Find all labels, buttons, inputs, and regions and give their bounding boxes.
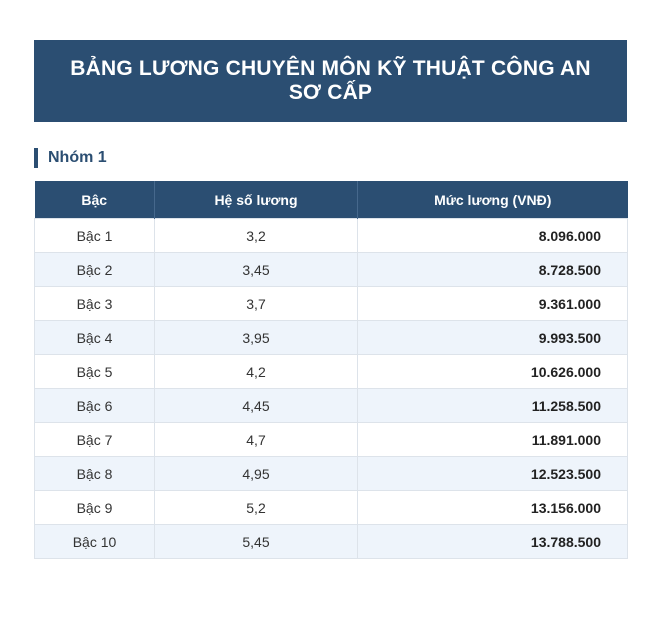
grade-cell: Bậc 7 — [35, 423, 155, 457]
coefficient-cell: 4,2 — [155, 355, 358, 389]
table-row — [35, 287, 628, 321]
salary-cell: 8.728.500 — [358, 253, 628, 287]
salary-cell: 8.096.000 — [358, 219, 628, 253]
table-row — [35, 491, 628, 525]
coefficient-cell: 5,2 — [155, 491, 358, 525]
grade-cell: Bậc 9 — [35, 491, 155, 525]
coefficient-cell: 3,2 — [155, 219, 358, 253]
salary-cell: 11.258.500 — [358, 389, 628, 423]
coefficient-cell: 3,7 — [155, 287, 358, 321]
header-salary: Mức lương (VNĐ) — [358, 181, 628, 219]
section-heading: Nhóm 1 — [34, 148, 107, 168]
table-row — [35, 321, 628, 355]
table-row — [35, 525, 628, 559]
coefficient-cell: 4,95 — [155, 457, 358, 491]
salary-cell: 13.156.000 — [358, 491, 628, 525]
table-row — [35, 355, 628, 389]
table-row — [35, 457, 628, 491]
grade-cell: Bậc 6 — [35, 389, 155, 423]
salary-cell: 9.361.000 — [358, 287, 628, 321]
salary-cell: 13.788.500 — [358, 525, 628, 559]
grade-cell: Bậc 8 — [35, 457, 155, 491]
salary-cell: 9.993.500 — [358, 321, 628, 355]
coefficient-cell: 3,95 — [155, 321, 358, 355]
salary-table — [34, 181, 628, 559]
coefficient-cell: 3,45 — [155, 253, 358, 287]
table-row — [35, 219, 628, 253]
grade-cell: Bậc 2 — [35, 253, 155, 287]
grade-cell: Bậc 3 — [35, 287, 155, 321]
salary-cell: 10.626.000 — [358, 355, 628, 389]
table-row — [35, 423, 628, 457]
table-row — [35, 253, 628, 287]
title-banner — [34, 40, 627, 122]
coefficient-cell: 5,45 — [155, 525, 358, 559]
grade-cell: Bậc 4 — [35, 321, 155, 355]
header-grade: Bậc — [35, 181, 155, 219]
grade-cell: Bậc 10 — [35, 525, 155, 559]
coefficient-cell: 4,7 — [155, 423, 358, 457]
table-header-row — [35, 181, 628, 219]
header-coefficient: Hệ số lương — [155, 181, 358, 219]
grade-cell: Bậc 5 — [35, 355, 155, 389]
salary-cell: 11.891.000 — [358, 423, 628, 457]
page-title: BẢNG LƯƠNG CHUYÊN MÔN KỸ THUẬT CÔNG AN SƠ CẤP — [70, 57, 591, 104]
salary-cell: 12.523.500 — [358, 457, 628, 491]
table-row — [35, 389, 628, 423]
grade-cell: Bậc 1 — [35, 219, 155, 253]
coefficient-cell: 4,45 — [155, 389, 358, 423]
